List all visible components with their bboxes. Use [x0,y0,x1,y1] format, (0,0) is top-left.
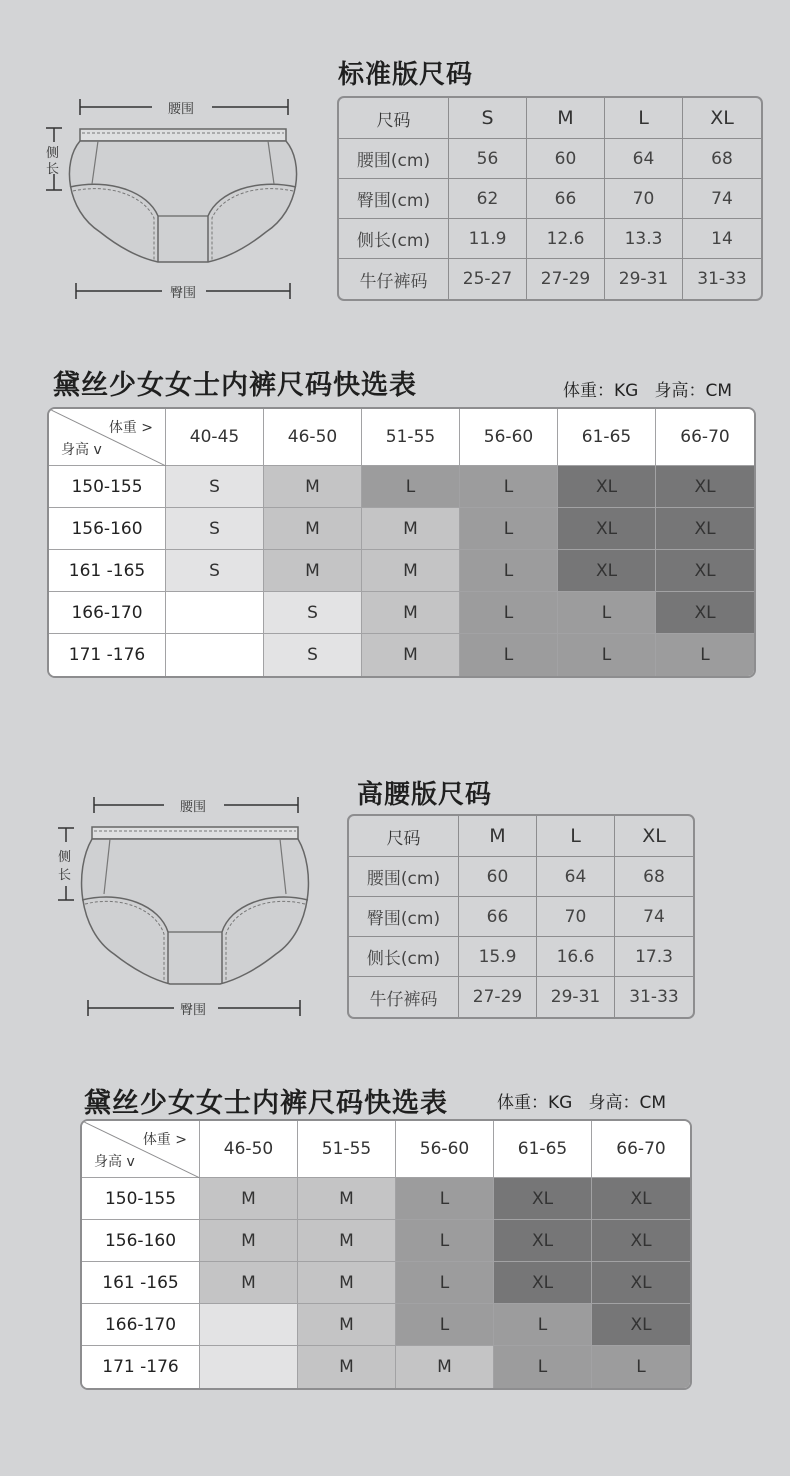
weight-header: 46-50 [264,409,362,466]
size-cell: L [396,1304,494,1346]
size-table-header-row [349,816,693,857]
weight-header: 56-60 [460,409,558,466]
size-cell: M [200,1262,298,1304]
quick-row [82,1262,690,1304]
waist-label: 腰围 [180,800,207,815]
size-cell [200,1346,298,1388]
size-cell: XL [656,466,754,508]
size-cell: XL [656,550,754,592]
weight-header: 46-50 [200,1121,298,1178]
measure-value: 70 [537,897,615,937]
highwaist-underwear-diagram-icon [52,790,322,1022]
height-label: 171 -176 [49,634,166,676]
size-cell: M [298,1178,396,1220]
corner-cell [49,409,166,466]
measure-value: 27-29 [527,259,605,299]
size-cell: L [592,1346,690,1388]
size-cell: L [558,634,656,676]
size-cell: L [460,508,558,550]
measure-value: 13.3 [605,219,683,259]
quick-row [49,466,754,508]
side-label-2: 长 [58,868,72,883]
size-cell: L [460,466,558,508]
quick-header-row [82,1121,690,1178]
size-cell: L [396,1220,494,1262]
quick-select-title-2: 黛丝少女女士内裤尺码快选表 [84,1088,448,1119]
measure-value: 56 [449,139,527,179]
measure-label: 牛仔裤码 [349,977,459,1017]
measure-value: 27-29 [459,977,537,1017]
highwaist-size-table [347,814,695,1019]
hip-label: 臀围 [180,1003,207,1018]
measure-label: 臀围(cm) [339,179,449,219]
size-cell: M [396,1346,494,1388]
size-cell: S [264,634,362,676]
quick-row [49,508,754,550]
size-cell: XL [558,508,656,550]
weight-header: 51-55 [298,1121,396,1178]
size-table-header-row [339,98,761,139]
weight-header: 56-60 [396,1121,494,1178]
size-cell: M [298,1262,396,1304]
quick-row [82,1304,690,1346]
standard-diagram [40,92,310,307]
size-cell: L [494,1346,592,1388]
measure-value: 70 [605,179,683,219]
side-label-1: 侧 [46,146,60,161]
measure-value: 60 [459,857,537,897]
size-cell: L [558,592,656,634]
size-cell: M [264,508,362,550]
size-table-row [349,937,693,977]
size-cell: L [460,550,558,592]
size-cell: M [362,550,460,592]
quick-row [82,1346,690,1388]
measure-label: 侧长(cm) [339,219,449,259]
measure-label: 侧长(cm) [349,937,459,977]
size-cell: XL [656,592,754,634]
size-header-S: S [449,98,527,139]
size-cell: L [396,1178,494,1220]
weight-header: 40-45 [166,409,264,466]
size-cell: L [494,1304,592,1346]
size-table-row [339,259,761,299]
measure-value: 68 [683,139,761,179]
size-cell: M [362,592,460,634]
height-label: 150-155 [49,466,166,508]
size-cell: M [298,1304,396,1346]
size-header-XL: XL [683,98,761,139]
quick-select-table-2 [80,1119,692,1390]
size-cell: XL [558,550,656,592]
quick-select-table-1 [47,407,756,678]
underwear-diagram-icon [40,92,310,307]
size-cell: M [298,1220,396,1262]
quick-row [49,592,754,634]
measure-value: 62 [449,179,527,219]
quick-row [49,634,754,676]
size-cell: M [264,466,362,508]
weight-header: 66-70 [592,1121,690,1178]
size-cell: XL [592,1220,690,1262]
size-table-row [339,219,761,259]
size-cell [166,634,264,676]
measure-value: 74 [683,179,761,219]
measure-value: 66 [527,179,605,219]
size-cell: XL [656,508,754,550]
measure-value: 66 [459,897,537,937]
size-cell [166,592,264,634]
unit-note-2: 体重：KG 身高：CM [497,1093,667,1113]
quick-header-row [49,409,754,466]
size-cell: XL [494,1262,592,1304]
measure-value: 17.3 [615,937,693,977]
height-label: 161 -165 [82,1262,200,1304]
quick-select-title-1: 黛丝少女女士内裤尺码快选表 [53,370,417,401]
size-table-row [349,857,693,897]
height-axis-label: 身高 v [94,1154,135,1170]
quick-row [82,1178,690,1220]
height-label: 166-170 [82,1304,200,1346]
size-cell: S [166,508,264,550]
size-cell: M [200,1178,298,1220]
measure-value: 29-31 [537,977,615,1017]
measure-value: 31-33 [629,987,679,1007]
highwaist-diagram [52,790,322,1022]
weight-axis-label: 体重 > [108,420,153,436]
measure-value: 74 [615,897,693,937]
size-cell: XL [592,1262,690,1304]
size-cell: S [166,466,264,508]
side-label-2: 长 [46,162,60,177]
measure-value: 68 [615,857,693,897]
size-cell: L [656,634,754,676]
size-header-L: L [605,98,683,139]
size-cell: M [298,1346,396,1388]
size-cell: M [200,1220,298,1262]
weight-header: 61-65 [558,409,656,466]
size-cell: XL [494,1220,592,1262]
size-cell: L [362,466,460,508]
measure-label: 腰围(cm) [349,857,459,897]
height-label: 156-160 [49,508,166,550]
highwaist-title: 高腰版尺码 [357,780,493,810]
hip-label: 臀围 [170,286,197,301]
size-cell: S [264,592,362,634]
weight-header: 66-70 [656,409,754,466]
height-label: 156-160 [82,1220,200,1262]
size-header-XL: XL [615,816,693,857]
measure-value: 29-31 [605,259,683,299]
standard-size-table [337,96,763,301]
size-cell: L [396,1262,494,1304]
standard-title: 标准版尺码 [338,60,474,90]
weight-header: 61-65 [494,1121,592,1178]
measure-value: 15.9 [459,937,537,977]
height-label: 166-170 [49,592,166,634]
size-header-M: M [459,816,537,857]
size-table-row [349,897,693,937]
size-table-row [339,179,761,219]
measure-value: 31-33 [697,269,747,289]
weight-header: 51-55 [362,409,460,466]
measure-value: 14 [683,219,761,259]
size-cell: XL [592,1178,690,1220]
size-cell: S [166,550,264,592]
size-header-M: M [527,98,605,139]
size-cell: XL [592,1304,690,1346]
size-cell: M [362,634,460,676]
waist-label: 腰围 [168,102,195,117]
measure-value: 16.6 [537,937,615,977]
measure-label: 腰围(cm) [339,139,449,179]
size-header-label: 尺码 [349,816,459,857]
size-cell: L [460,634,558,676]
size-cell: M [362,508,460,550]
size-cell: XL [494,1178,592,1220]
size-header-L: L [537,816,615,857]
size-cell: M [264,550,362,592]
side-label-1: 侧 [58,850,72,865]
size-cell [200,1304,298,1346]
size-table-row [349,977,693,1017]
measure-value: 64 [605,139,683,179]
measure-label: 臀围(cm) [349,897,459,937]
measure-value: 25-27 [449,259,527,299]
measure-label: 牛仔裤码 [339,259,449,299]
height-label: 171 -176 [82,1346,200,1388]
weight-axis-label: 体重 > [142,1132,187,1148]
height-axis-label: 身高 v [61,442,102,458]
measure-value: 11.9 [449,219,527,259]
size-table-row [339,139,761,179]
size-cell: L [460,592,558,634]
height-label: 150-155 [82,1178,200,1220]
corner-cell [82,1121,200,1178]
size-header-label: 尺码 [339,98,449,139]
measure-value: 60 [527,139,605,179]
size-cell: XL [558,466,656,508]
measure-value: 12.6 [527,219,605,259]
quick-row [49,550,754,592]
quick-row [82,1220,690,1262]
height-label: 161 -165 [49,550,166,592]
measure-value: 64 [537,857,615,897]
unit-note-1: 体重：KG 身高：CM [563,381,733,401]
